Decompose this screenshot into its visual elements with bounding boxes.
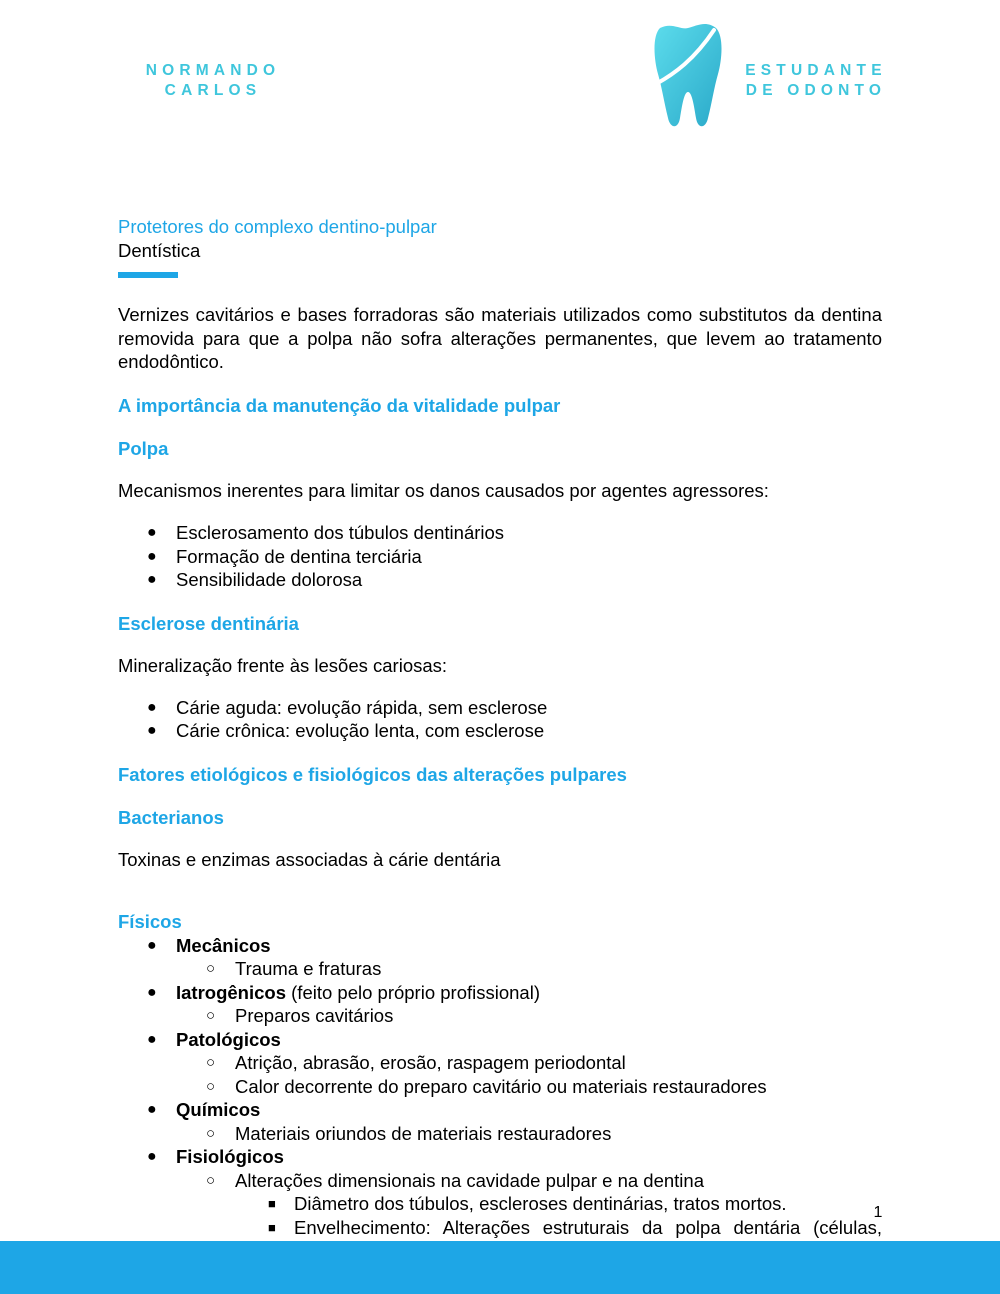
list-item-fisiologicos: ● Fisiológicos [147, 1146, 284, 1167]
title-accent-bar [118, 272, 178, 278]
bullet-icon: ● [147, 1030, 157, 1048]
subheading-polpa: Polpa [118, 438, 169, 459]
circle-bullet-icon: ○ [206, 960, 216, 977]
bullet-icon: ● [147, 547, 157, 565]
section-heading-fatores: Fatores etiológicos e fisiológicos das alterações pulpares [118, 763, 627, 785]
esclerose-text: Mineralização frente às lesões cariosas: [118, 654, 448, 676]
list-item-iatrogenicos: ● Iatrogênicos (feito pelo próprio profissional) [147, 981, 540, 1003]
bullet-icon: ● [147, 936, 157, 954]
list-subitem: ○ Preparos cavitários [206, 1005, 394, 1026]
bullet-icon: ● [147, 571, 157, 588]
document-title: Protetores do complexo dentino-pulpar [118, 216, 437, 237]
author-last-name: CARLOS [164, 82, 262, 99]
bullet-icon: ● [147, 983, 157, 1001]
bullet-icon: ● [147, 1101, 157, 1118]
brand-line-1: ESTUDANTE [745, 62, 887, 79]
footer-band [0, 1241, 1000, 1294]
list-item: ● Cárie aguda: evolução rápida, sem esclerose [147, 696, 548, 718]
list-subitem: ○ Atrição, abrasão, erosão, raspagem periodontal [206, 1052, 626, 1073]
tooth-icon [650, 22, 726, 134]
list-item-mecanicos: ● Mecânicos [147, 934, 271, 956]
polpa-list [118, 521, 882, 592]
polpa-text: Mecanismos inerentes para limitar os danos causados por agentes agressores: [118, 480, 769, 501]
list-item: ● Formação de dentina terciária [147, 545, 422, 567]
document-subject: Dentística [118, 240, 201, 261]
bullet-icon: ● [147, 524, 157, 541]
subheading-fisicos: Físicos [118, 911, 182, 932]
circle-bullet-icon: ○ [206, 1124, 216, 1142]
list-item-patologicos: ● Patológicos [147, 1028, 281, 1050]
list-subsubitem: ■ Envelhecimento: Alterações estruturais da polpa dentária (células, [268, 1216, 882, 1238]
brand-name [728, 61, 904, 101]
bullet-icon: ● [147, 1148, 157, 1165]
list-item: ● Sensibilidade dolorosa [147, 569, 363, 590]
section-heading-vitalidade: A importância da manutenção da vitalidade pulpar [118, 394, 561, 416]
square-bullet-icon: ■ [268, 1196, 276, 1211]
intro-paragraph: Vernizes cavitários e bases forradoras são materiais utilizados como substitutos da dentina removida para que a polpa não sofra alterações permanentes, que levem ao tratamento endodôntico. [118, 304, 882, 372]
circle-bullet-icon: ○ [206, 1007, 216, 1024]
square-bullet-icon: ■ [268, 1219, 276, 1235]
esclerose-list [118, 696, 882, 743]
bacterianos-text: Toxinas e enzimas associadas à cárie dentária [118, 849, 501, 870]
circle-bullet-icon: ○ [206, 1171, 216, 1189]
page-number: 1 [873, 1204, 883, 1221]
list-item: ● Cárie crônica: evolução lenta, com esclerose [147, 720, 545, 741]
list-subsubitem: ■ Diâmetro dos túbulos, escleroses dentinárias, tratos mortos. [268, 1193, 787, 1214]
list-subitem: ○ Materiais oriundos de materiais restauradores [206, 1122, 612, 1144]
brand-line-2: DE ODONTO [745, 82, 887, 99]
document-body [118, 303, 882, 1263]
list-item-quimicos: ● Químicos [147, 1099, 261, 1120]
circle-bullet-icon: ○ [206, 1054, 216, 1071]
list-item: ● Esclerosamento dos túbulos dentinários [147, 522, 505, 543]
author-name [128, 61, 298, 101]
fisicos-list [118, 934, 882, 1263]
list-subitem: ○ Trauma e fraturas [206, 958, 382, 979]
bullet-icon: ● [147, 698, 157, 716]
list-subitem: ○ Calor decorrente do preparo cavitário ou materiais restauradores [206, 1075, 767, 1097]
list-subitem: ○ Alterações dimensionais na cavidade pulpar e na dentina [206, 1169, 704, 1191]
subheading-bacterianos: Bacterianos [118, 807, 224, 828]
author-first-name: NORMANDO [145, 62, 281, 79]
subheading-esclerose: Esclerose dentinária [118, 612, 299, 634]
circle-bullet-icon: ○ [206, 1077, 216, 1095]
bullet-icon: ● [147, 722, 157, 739]
